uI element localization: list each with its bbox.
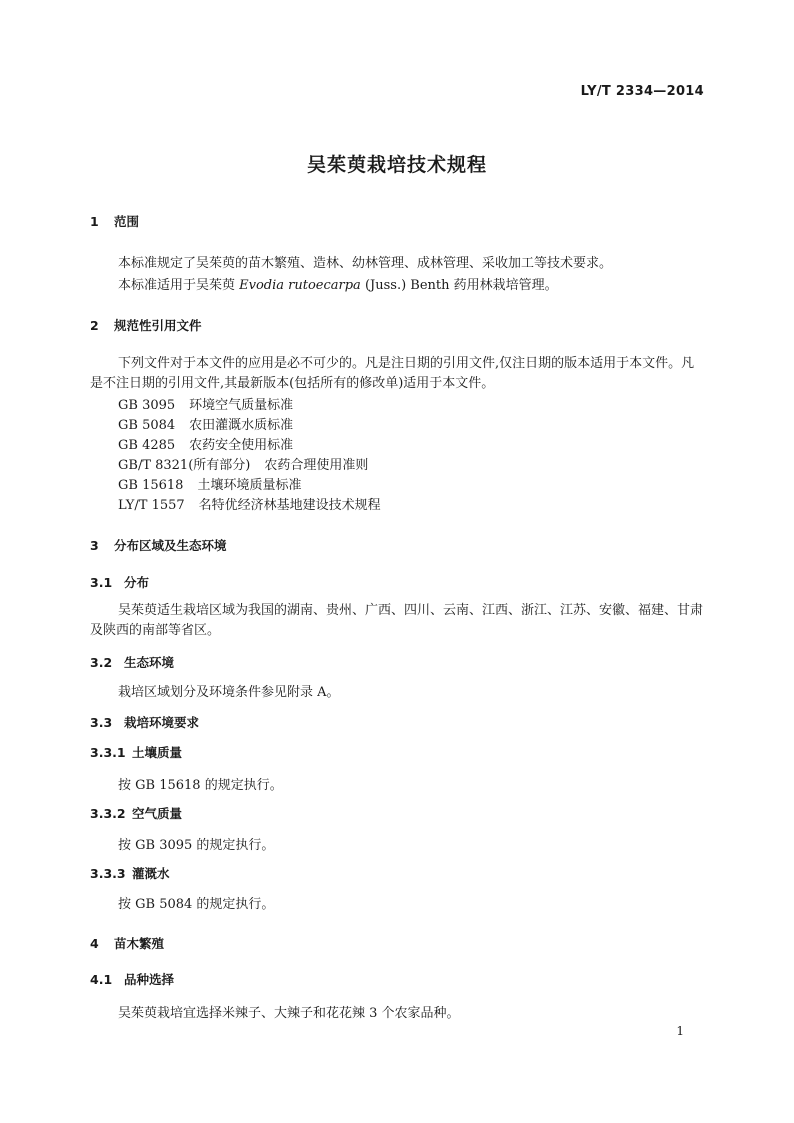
standard-number: LY/T 2334—2014	[580, 84, 704, 99]
reference-title: 环境空气质量标准	[189, 398, 294, 413]
section-3-3-3-text: 按 GB 5084 的规定执行。	[118, 897, 275, 912]
section-title: 空气质量	[132, 806, 183, 821]
section-title: 范围	[114, 214, 140, 229]
reference-title: 名特优经济林基地建设技术规程	[198, 498, 381, 513]
section-3-heading	[90, 536, 227, 554]
reference-title: 农田灌溉水质标准	[189, 418, 294, 433]
document-title: 吴茱萸栽培技术规程	[306, 154, 487, 176]
section-1-paragraph-1: 本标准规定了吴茱萸的苗木繁殖、造林、幼林管理、成林管理、采收加工等技术要求。	[118, 256, 613, 271]
section-1-paragraph-2	[118, 274, 558, 293]
section-4-heading	[90, 934, 164, 952]
reference-code: GB 15618	[118, 478, 184, 493]
section-number: 2	[90, 318, 99, 333]
reference-item	[118, 474, 301, 493]
section-2-heading	[90, 316, 202, 334]
section-3-3-1-heading	[90, 743, 182, 761]
section-title: 分布	[124, 575, 150, 590]
reference-item	[118, 434, 293, 453]
section-number: 3.3.3	[90, 866, 126, 881]
section-3-1-heading	[90, 573, 149, 591]
section-title: 苗木繁殖	[114, 936, 165, 951]
section-3-3-3-heading	[90, 864, 170, 882]
section-2-intro: 下列文件对于本文件的应用是必不可少的。凡是注日期的引用文件,仅注日期的版本适用于本文件。凡是不注日期的引用文件,其最新版本(包括所有的修改单)适用于本文件。	[90, 356, 695, 391]
section-3-2-text: 栽培区域划分及环境条件参见附录 A。	[118, 685, 340, 700]
section-title: 生态环境	[124, 655, 175, 670]
section-title: 品种选择	[124, 972, 175, 987]
reference-title: 农药安全使用标准	[189, 438, 294, 453]
section-4-1-text: 吴茱萸栽培宜选择米辣子、大辣子和花花辣 3 个农家品种。	[118, 1006, 460, 1021]
reference-item	[118, 394, 293, 413]
section-number: 1	[90, 214, 99, 229]
reference-code: GB 5084	[118, 418, 176, 433]
section-number: 3	[90, 538, 99, 553]
page-number: 1	[676, 1024, 684, 1038]
reference-title: 土壤环境质量标准	[197, 478, 302, 493]
section-3-1-text: 吴茱萸适生栽培区域为我国的湖南、贵州、广西、四川、云南、江西、浙江、江苏、安徽、福建、甘肃及陕西的南部等省区。	[90, 603, 704, 638]
reference-code: GB 4285	[118, 438, 176, 453]
section-1-heading	[90, 212, 139, 230]
reference-title: 农药合理使用准则	[264, 458, 369, 473]
paragraph-text: (Juss.) Benth 药用林栽培管理。	[360, 278, 558, 293]
section-3-2-heading	[90, 653, 174, 671]
section-number: 3.3.1	[90, 745, 126, 760]
section-title: 规范性引用文件	[114, 318, 202, 333]
section-number: 4	[90, 936, 99, 951]
section-title: 栽培环境要求	[124, 715, 200, 730]
section-number: 3.3.2	[90, 806, 126, 821]
reference-item	[118, 454, 368, 473]
section-number: 3.1	[90, 575, 113, 590]
latin-species-name: Evodia rutoecarpa	[239, 278, 361, 293]
section-3-3-2-text: 按 GB 3095 的规定执行。	[118, 838, 275, 853]
section-3-3-2-heading	[90, 804, 182, 822]
reference-code: GB 3095	[118, 398, 176, 413]
section-title: 灌溉水	[132, 866, 170, 881]
reference-code: LY/T 1557	[118, 498, 185, 513]
reference-item	[118, 494, 381, 513]
section-number: 4.1	[90, 972, 113, 987]
paragraph-text: 本标准适用于吴茱萸	[118, 278, 240, 293]
section-title: 分布区域及生态环境	[114, 538, 227, 553]
section-4-1-heading	[90, 970, 174, 988]
reference-code: GB/T 8321(所有部分)	[118, 458, 251, 473]
section-number: 3.2	[90, 655, 113, 670]
section-number: 3.3	[90, 715, 113, 730]
reference-item	[118, 414, 293, 433]
section-3-3-heading	[90, 713, 199, 731]
section-title: 土壤质量	[132, 745, 183, 760]
section-3-3-1-text: 按 GB 15618 的规定执行。	[118, 778, 283, 793]
